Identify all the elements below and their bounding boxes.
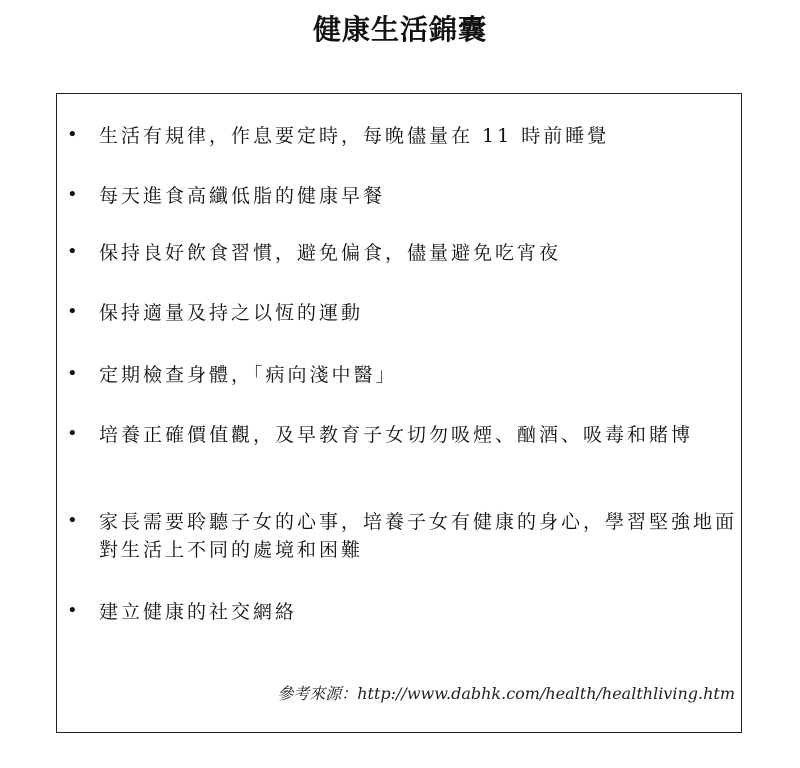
source-citation — [277, 681, 735, 704]
list-item-text: 家長需要聆聽子女的心事，培養子女有健康的身心，學習堅強地面對生活上不同的處境和困難 — [99, 511, 738, 561]
bullet-icon: • — [67, 510, 78, 531]
list-item-text: 建立健康的社交網絡 — [99, 601, 298, 623]
source-url: http://www.dabhk.com/health/healthliving.htm — [357, 684, 735, 703]
list-item-text: 生活有規律，作息要定時，每晚儘量在 11 時前睡覺 — [99, 125, 610, 147]
list-item-text: 保持良好飲食習慣，避免偏食，儘量避免吃宵夜 — [99, 242, 562, 264]
bullet-icon: • — [67, 363, 78, 384]
source-label: 參考來源： — [277, 684, 358, 703]
bullet-icon: • — [67, 124, 78, 145]
bullet-icon: • — [67, 184, 78, 205]
list-item-text: 每天進食高纖低脂的健康早餐 — [99, 185, 386, 207]
bullet-icon: • — [67, 600, 78, 621]
bullet-icon: • — [67, 423, 78, 444]
bullet-icon: • — [67, 301, 78, 322]
list-item-text: 保持適量及持之以恆的運動 — [99, 302, 364, 324]
tips-box — [56, 93, 742, 733]
list-item-text: 定期檢查身體，「病向淺中醫」 — [99, 364, 398, 386]
bullet-icon: • — [67, 241, 78, 262]
list-item-text: 培養正確價值觀，及早教育子女切勿吸煙、酗酒、吸毒和賭博 — [99, 424, 694, 446]
page-title: 健康生活錦囊 — [312, 13, 487, 46]
